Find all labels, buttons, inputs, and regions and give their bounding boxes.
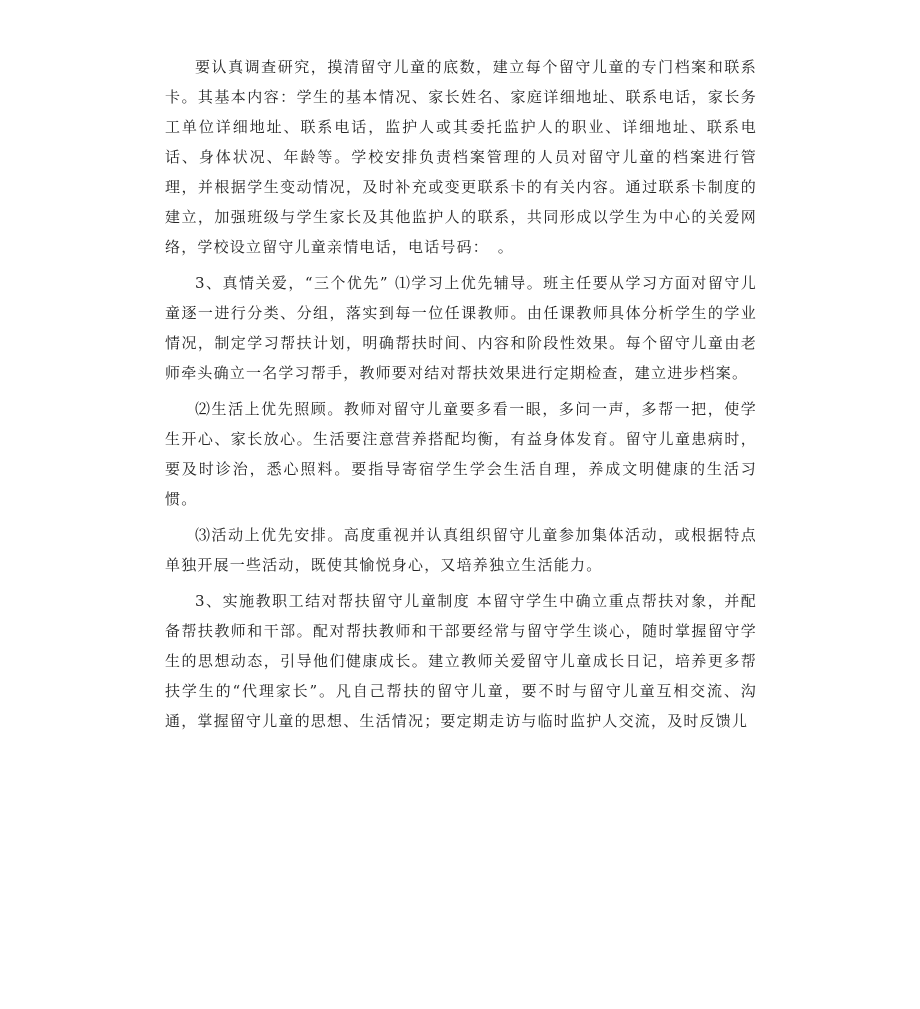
paragraph-study-priority: 3、真情关爱，“三个优先” ⑴学习上优先辅导。班主任要从学习方面对留守儿童逐一进行分类、分组，落实到每一位任课教师。由任课教师具体分析学生的学业情况，制定学习帮扶计划，明确帮扶时间、内容和阶段性效果。每个留守儿童由老师牵头确立一名学习帮手，教师要对结对帮扶效果进行定期检查，建立进步档案。 xyxy=(165,274,757,382)
paragraph-life-priority: ⑵生活上优先照顾。教师对留守儿童要多看一眼，多问一声，多帮一把，使学生开心、家长放心。生活要注意营养搭配均衡，有益身体发育。留守儿童患病时，要及时诊治，悉心照料。要指导寄宿学生学会生活自理，养成文明健康的生活习惯。 xyxy=(165,400,757,508)
paragraph-archive: 要认真调查研究，摸清留守儿童的底数，建立每个留守儿童的专门档案和联系卡。其基本内容：学生的基本情况、家长姓名、家庭详细地址、联系电话，家长务工单位详细地址、联系电话，监护人或其委托监护人的职业、详细地址、联系电话、身体状况、年龄等。学校安排负责档案管理的人员对留守儿童的档案进行管理，并根据学生变动情况，及时补充或变更联系卡的有关内容。通过联系卡制度的建立，加强班级与学生家长及其他监护人的联系，共同形成以学生为中心的关爱网络，学校设立留守儿童亲情电话，电话号码： 。 xyxy=(165,58,757,256)
paragraph-activity-priority: ⑶活动上优先安排。高度重视并认真组织留守儿童参加集体活动，或根据特点单独开展一些活动，既使其愉悦身心，又培养独立生活能力。 xyxy=(165,526,757,574)
paragraph-pairing-system: 3、实施教职工结对帮扶留守儿童制度 本留守学生中确立重点帮扶对象，并配备帮扶教师和干部。配对帮扶教师和干部要经常与留守学生谈心，随时掌握留守学生的思想动态，引导他们健康成长。建立教师关爱留守儿童成长日记，培养更多帮扶学生的“代理家长”。凡自己帮扶的留守儿童，要不时与留守儿童互相交流、沟通，掌握留守儿童的思想、生活情况；要定期走访与临时监护人交流，及时反馈儿 xyxy=(165,592,757,730)
document-body xyxy=(165,52,757,742)
